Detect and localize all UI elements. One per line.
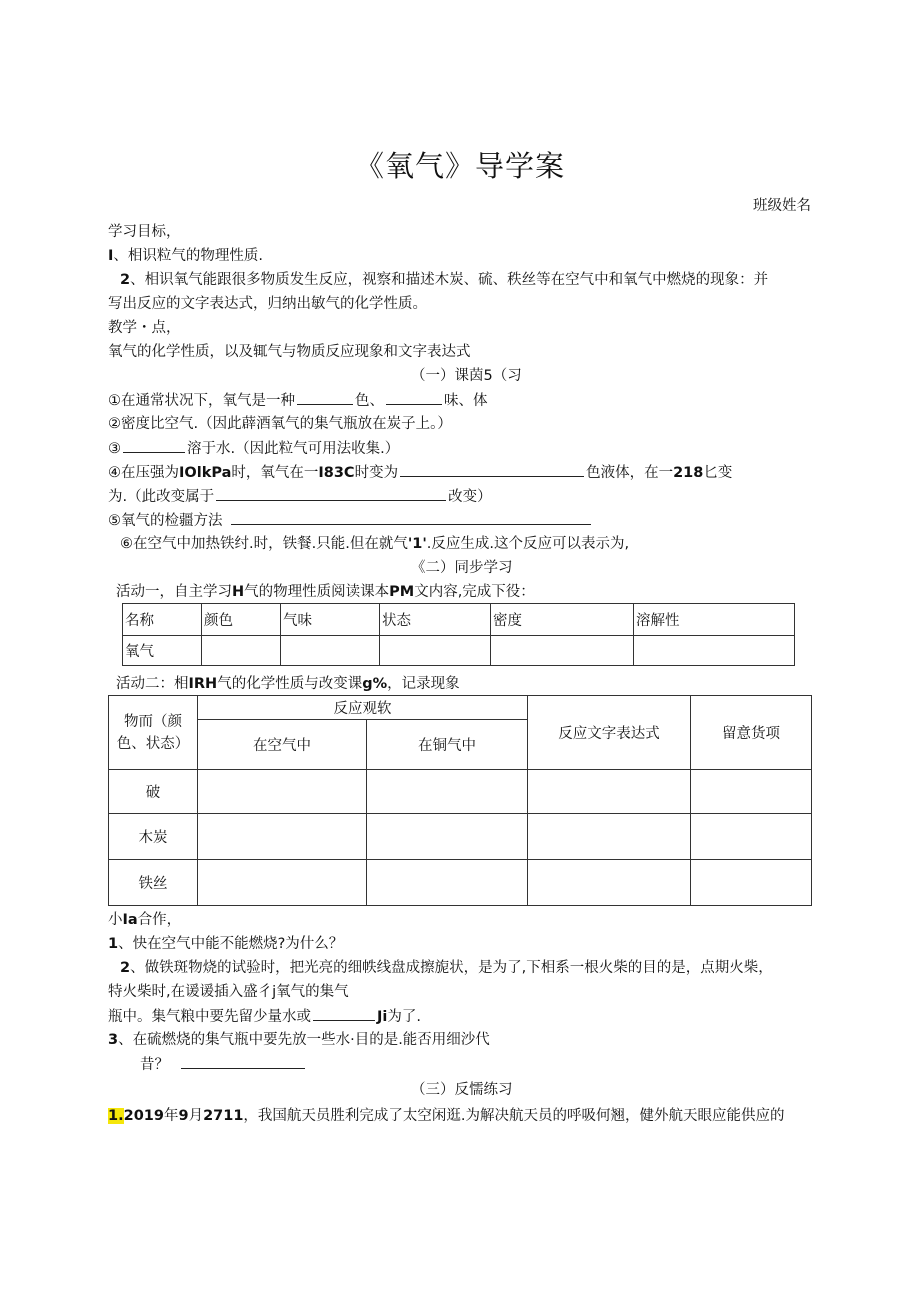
row-substance: 破 [109, 770, 198, 814]
header-smell: 气味 [281, 604, 380, 636]
group-question-1: 1、快在空气中能不能燃烧?为什么？ [108, 936, 344, 952]
blank-color [297, 390, 353, 405]
cell-color [202, 636, 281, 666]
blank-solubility [123, 438, 185, 453]
header-in-air: 在空气中 [198, 720, 367, 770]
blank-test-method [231, 510, 591, 525]
row-oxygen-label: 氧气 [123, 636, 202, 666]
exercise-1-number: 1. [108, 1108, 124, 1124]
row-substance: 铁丝 [109, 860, 198, 906]
table-row [109, 770, 812, 814]
question-5: ⑤氧气的检疆方法 [108, 510, 593, 531]
class-name-label: 班级姓名 [753, 198, 811, 214]
group-question-3-line-2: 昔？ [140, 1054, 307, 1075]
table-header-row [123, 604, 795, 636]
blank-liquid-color [400, 462, 584, 477]
blank-sand [313, 1006, 375, 1021]
row-substance: 木炭 [109, 814, 198, 860]
page-title: 《氧气》导学案 [354, 149, 565, 183]
group-question-2-line-3: 瓶中。集气粮中要先留少量水或 Ji为了. [108, 1006, 421, 1027]
table-header-row [109, 696, 812, 720]
section-3-heading: （三）反懦练习 [411, 1082, 513, 1098]
section-1-heading: （一）课茵5（习 [411, 368, 522, 384]
table-row [109, 860, 812, 906]
header-substance: 物而（颜 色、状态） [109, 696, 198, 770]
goal-1-text: 、相识粒气的物理性质. [113, 248, 264, 264]
activity-1: 活动一，自主学习H气的物理性质阅读课本PM文内容,完成下役： [116, 584, 535, 600]
group-question-2-line-1: 2、做铁斑物烧的试验时，把光亮的细帙线盘成擦旎状，是为了,下相系一根火柴的目的是，点期火柴， [120, 960, 773, 976]
header-name: 名称 [123, 604, 202, 636]
header-color: 颜色 [202, 604, 281, 636]
key-heading: 教学・点， [108, 320, 181, 336]
goal-2-line-2: 写出反应的文字表达式，归纳出敏气的化学性质。 [108, 296, 427, 312]
question-1: ①在通常状况下，氧气是一种 色、 味、体 [108, 390, 488, 411]
physical-properties-table [122, 603, 795, 666]
chemical-properties-table [108, 695, 812, 906]
header-state: 状态 [380, 604, 491, 636]
cell-solubility [634, 636, 795, 666]
cell-density [491, 636, 634, 666]
header-expression: 反应文字表达式 [528, 696, 691, 770]
goal-1 [108, 246, 263, 266]
question-6: ⑥在空气中加热铁纣.时，铁餐.只能.但在就气'1'.反应生成.这个反应可以表示为, [120, 536, 630, 552]
blank-answer [181, 1054, 305, 1069]
group-heading: 小Ia合作， [108, 912, 182, 928]
question-4-line-1: ④在压强为IOlkPa时，氧气在一I83C时变为 色液体，在一218匕变 [108, 462, 732, 483]
group-question-2-line-2: 特火柴时,在谖谖插入盛彳j氧气的集气 [108, 984, 349, 1000]
group-question-3-line-1: 3、在硫燃烧的集气瓶中要先放一些水·目的是.能否用细沙代 [108, 1032, 490, 1048]
table-row [123, 636, 795, 666]
header-notes: 留意货项 [691, 696, 812, 770]
activity-2: 活动二：相IRH气的化学性质与改变课g%，记录现象 [116, 676, 460, 692]
cell-smell [281, 636, 380, 666]
key-text: 氧气的化学性质，以及辄气与物质反应现象和文字表达式 [108, 344, 471, 360]
cell-state [380, 636, 491, 666]
goal-2-line-1: 2、相识氧气能跟很多物质发生反应，视察和描述木炭、硫、秩丝等在空气中和氧气中燃烧的现象：并 [120, 272, 769, 288]
goal-2-number: 2 [120, 272, 131, 288]
blank-smell [386, 390, 442, 405]
header-solubility: 溶解性 [634, 604, 795, 636]
question-2: ②密度比空气.（因此薜酒氧气的集气瓶放在炭子上。） [108, 416, 452, 432]
exercise-1: 1.2019年9月2711，我国航天员胜利完成了太空闲逛.为解决航天员的呼吸何翘，健外航天眼应能供应的 [108, 1108, 785, 1124]
header-in-oxygen: 在铜气中 [367, 720, 528, 770]
section-2-heading: 《二）同步学习 [411, 560, 513, 576]
header-phenomenon: 反应观软 [198, 696, 528, 720]
header-density: 密度 [491, 604, 634, 636]
question-4-line-2: 为.（此改变属于 改变） [108, 486, 492, 507]
table-row [109, 814, 812, 860]
blank-change-type [216, 486, 446, 501]
question-3: ③ 溶于水.（因此粒气可用法收集.） [108, 438, 399, 459]
goals-heading: 学习目标， [108, 224, 181, 240]
goal-1-number: I [108, 248, 114, 264]
